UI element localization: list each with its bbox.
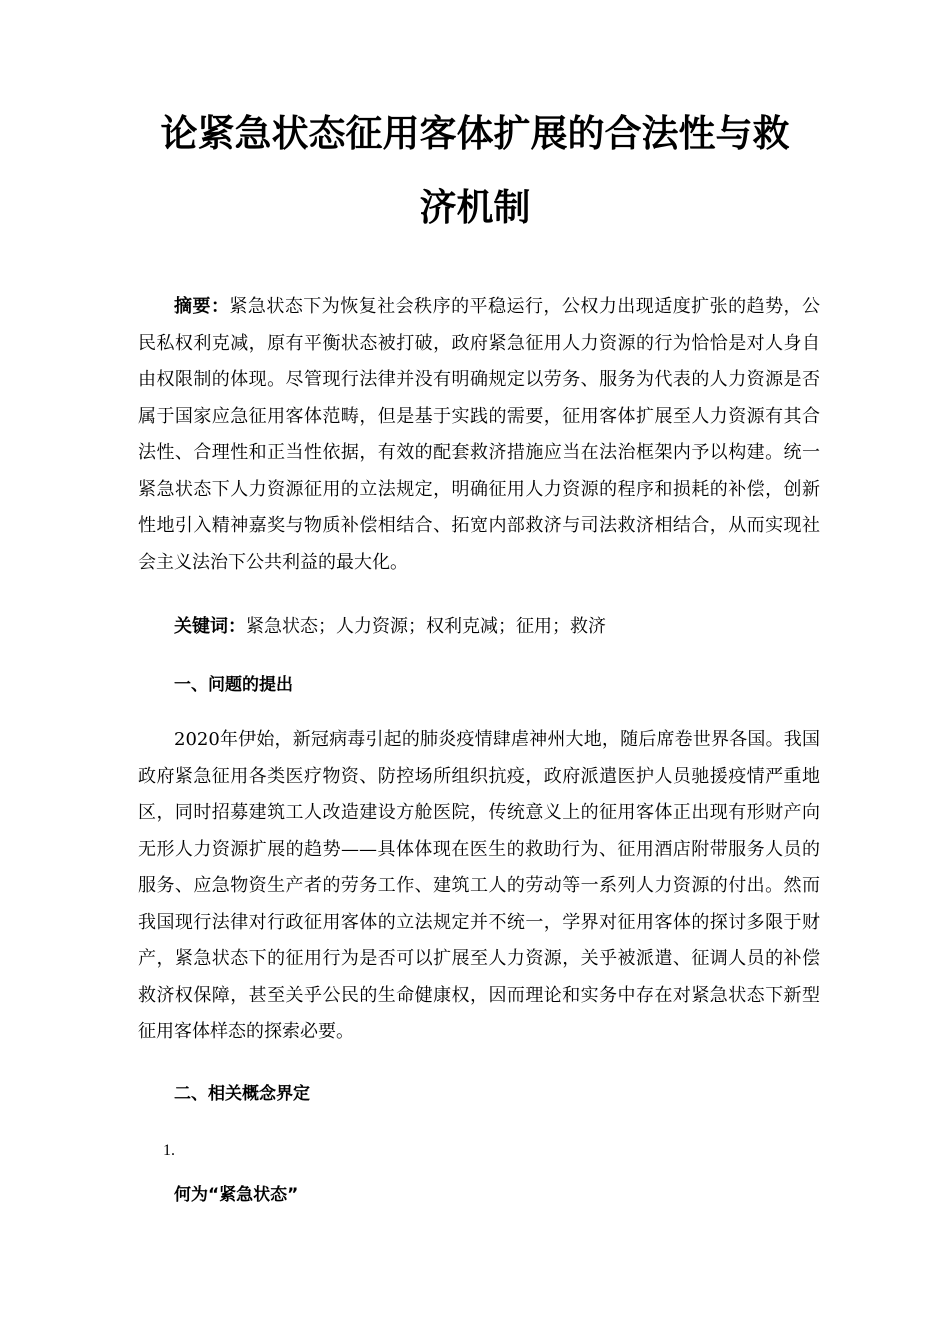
document-title-line-1: 论紧急状态征用客体扩展的合法性与救	[160, 112, 790, 155]
abstract-text: 紧急状态下为恢复社会秩序的平稳运行，公权力出现适度扩张的趋势，公民私权利克减，原有平衡状态被打破，政府紧急征用人力资源的行为恰恰是对人身自由权限制的体现。尽管现行法律并没有明确规定以劳务、服务为代表的人力资源是否属于国家应急征用客体范畴，但是基于实践的需要，征用客体扩展至人力资源有其合法性、合理性和正当性依据，有效的配套救济措施应当在法治框架内予以构建。统一紧急状态下人力资源征用的立法规定，明确征用人力资源的程序和损耗的补偿，创新性地引入精神嘉奖与物质补偿相结合、拓宽内部救济与司法救济相结合，从而实现社会主义法治下公共利益的最大化。	[138, 296, 821, 573]
section-1-paragraph: 2020年伊始，新冠病毒引起的肺炎疫情肆虐神州大地，随后席卷世界各国。我国政府紧急征用各类医疗物资、防控场所组织抗疫，政府派遣医护人员驰援疫情严重地区，同时招募建筑工人改造建设方舱医院，传统意义上的征用客体正出现有形财产向无形人力资源扩展的趋势——具体体现在医生的救助行为、征用酒店附带服务人员的服务、应急物资生产者的劳务工作、建筑工人的劳动等一系列人力资源的付出。然而我国现行法律对行政征用客体的立法规定并不统一，学界对征用客体的探讨多限于财产，紧急状态下的征用行为是否可以扩展至人力资源，关乎被派遣、征调人员的补偿救济权保障，甚至关乎公民的生命健康权，因而理论和实务中存在对紧急状态下新型征用客体样态的探索必要。	[138, 729, 820, 1042]
abstract-paragraph	[138, 289, 820, 581]
section-2-heading: 二、相关概念界定	[174, 1084, 310, 1104]
keywords-paragraph	[138, 609, 820, 646]
document-title-line-2: 济机制	[419, 186, 531, 229]
list-item-number: 1.	[163, 1142, 175, 1159]
section-1-heading: 一、问题的提出	[174, 675, 293, 695]
keywords-text: 紧急状态；人力资源；权利克减；征用；救济	[246, 616, 606, 637]
abstract-label: 摘要：	[174, 296, 230, 317]
keywords-label: 关键词：	[174, 616, 246, 637]
subsection-heading: 何为“紧急状态”	[174, 1185, 299, 1205]
